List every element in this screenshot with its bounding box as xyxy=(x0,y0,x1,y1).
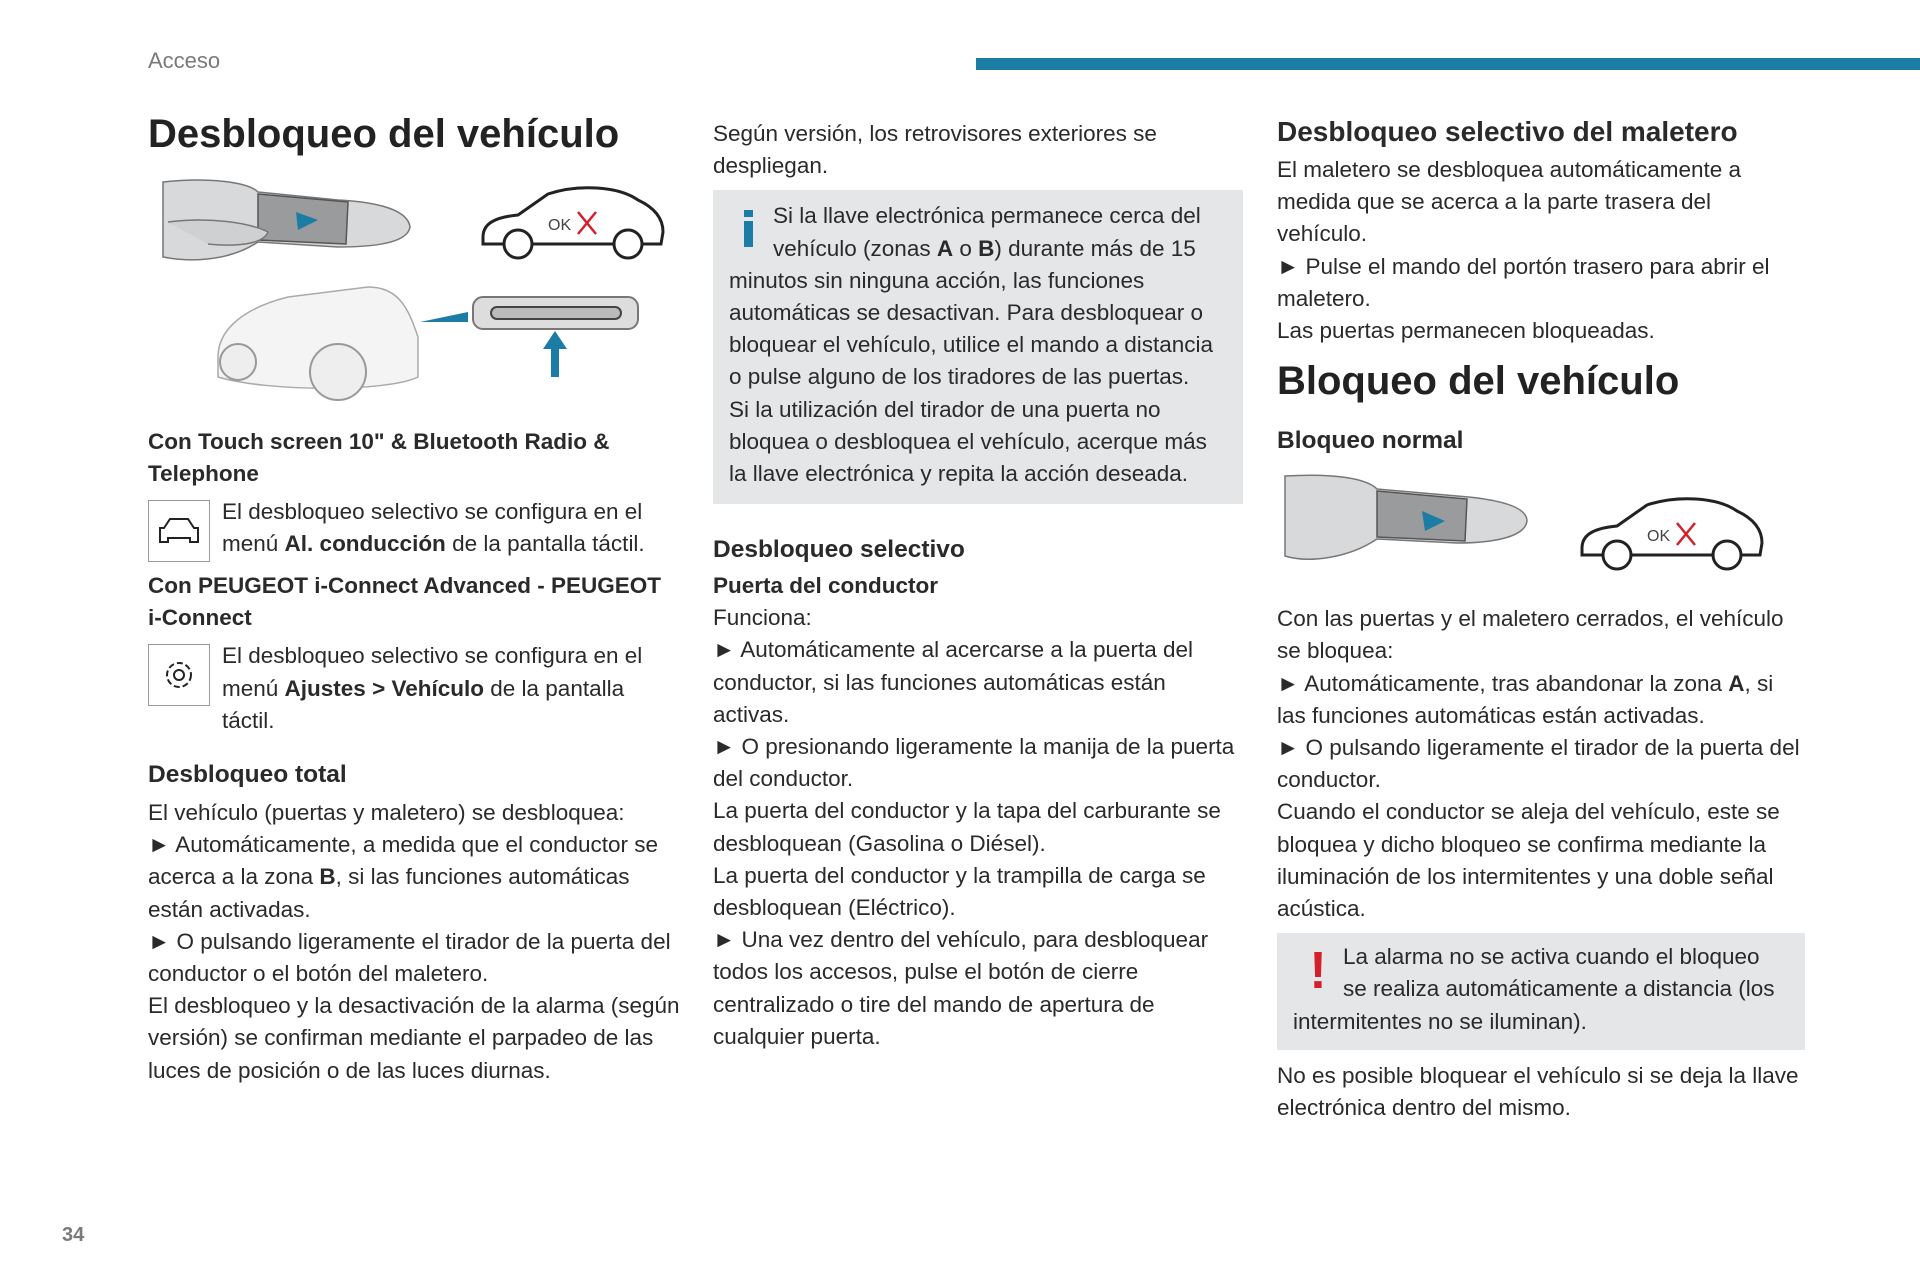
settings-gear-icon xyxy=(148,644,210,706)
trunk-bullet: ► Pulse el mando del portón trasero para abrir el maletero. xyxy=(1277,253,1770,311)
svg-text:OK: OK xyxy=(1647,528,1671,546)
column-2 xyxy=(713,0,1243,1053)
column-1 xyxy=(148,0,680,1087)
unlock-illustration xyxy=(148,172,668,412)
unlock-title: Desbloqueo del vehículo xyxy=(148,112,620,156)
selective-bullet-2: ► O presionando ligeramente la manija de la puerta del conductor. xyxy=(713,734,1235,792)
lock-bullet-1: ► Automáticamente, tras abandonar la zona A, si las funciones automáticas están activadas. xyxy=(1277,670,1774,728)
car-side-icon xyxy=(483,188,663,258)
info-text-2: Si la utilización del tirador de una puerta no bloquea o desbloquea el vehículo, acerque más la llave electrónica y repita la acción deseada. xyxy=(729,396,1207,487)
i-connect-heading: Con PEUGEOT i-Connect Advanced - PEUGEOT i-Connect xyxy=(148,573,661,631)
driver-door-heading: Puerta del conductor xyxy=(713,573,939,599)
selective-unlock-heading: Desbloqueo selectivo xyxy=(713,536,965,564)
touch-screen-heading: Con Touch screen 10" & Bluetooth Radio & Telephone xyxy=(148,429,610,486)
selective-bullet-3: ► Una vez dentro del vehículo, para desbloquear todos los accesos, pulse el botón de cierre centralizado o tire del mando de apertura de cualquier puerta. xyxy=(713,927,1209,1049)
trunk-unlock-heading: Desbloqueo selectivo del maletero xyxy=(1277,116,1738,147)
hand-key-icon xyxy=(1285,475,1527,559)
touch-screen-text: El desbloqueo selectivo se configura en el menú Al. conducción de la pantalla táctil. xyxy=(148,496,680,560)
info-text-1: Si la llave electrónica permanece cerca del vehículo (zonas A o B) durante más de 15 minutos sin ninguna acción, las funciones automáticas se desactivan. Para desbloquear o bloquear el vehículo, utilice el mando a distancia o pulse alguno de los tiradores de las puertas. xyxy=(729,203,1214,390)
normal-lock-heading: Bloqueo normal xyxy=(1277,427,1464,455)
works-label: Funciona: xyxy=(713,605,812,631)
lock-confirmation: Cuando el conductor se aleja del vehículo, este se bloquea y dicho bloqueo se confirma mediante la iluminación de los intermitentes y una doble señal acústica. xyxy=(1277,799,1780,922)
warning-text: La alarma no se activa cuando el bloqueo se realiza automáticamente a distancia (los intermitentes no se iluminan). xyxy=(1293,944,1775,1034)
doors-remain-locked: Las puertas permanecen bloqueadas. xyxy=(1277,318,1655,344)
warning-icon: ! xyxy=(1309,942,1327,1001)
total-unlock-bullet-2: ► O pulsando ligeramente el tirador de la puerta del conductor o el botón del maletero. xyxy=(148,928,671,987)
total-unlock-confirmation: El desbloqueo y la desactivación de la alarma (según versión) se confirman mediante el parpadeo de las luces de posición o de las luces diurnas. xyxy=(148,993,680,1083)
trunk-text: El maletero se desbloquea automáticamente a medida que se acerca a la parte trasera del vehículo. xyxy=(1277,157,1742,247)
key-inside-note: No es posible bloquear el vehículo si se deja la llave electrónica dentro del mismo. xyxy=(1277,1062,1799,1121)
i-connect-text: El desbloqueo selectivo se configura en el menú Ajustes > Vehículo de la pantalla táctil. xyxy=(148,640,680,737)
lock-title: Bloqueo del vehículo xyxy=(1277,359,1680,404)
page-number: 34 xyxy=(62,1224,85,1246)
total-unlock-heading: Desbloqueo total xyxy=(148,761,347,789)
total-unlock-bullet-1: ► Automáticamente, a medida que el conductor se acerca a la zona B, si las funciones automáticas están activadas. xyxy=(148,832,659,922)
column-3 xyxy=(1277,0,1807,1124)
mirrors-text: Según versión, los retrovisores exteriores se despliegan. xyxy=(713,121,1157,179)
section-label: Acceso xyxy=(148,48,221,73)
driving-aids-car-icon xyxy=(148,500,210,562)
lock-bullet-2: ► O pulsando ligeramente el tirador de la puerta del conductor. xyxy=(1277,735,1800,793)
charging-flap-text: La puerta del conductor y la trampilla de carga se desbloquean (Eléctrico). xyxy=(713,862,1206,921)
suv-rear-icon xyxy=(218,287,418,400)
tailgate-button-icon xyxy=(473,297,638,377)
svg-text:OK: OK xyxy=(548,217,572,234)
selective-bullet-1: ► Automáticamente al acercarse a la puerta del conductor, si las funciones automáticas están activas. xyxy=(713,637,1194,727)
lock-intro: Con las puertas y el maletero cerrados, el vehículo se bloquea: xyxy=(1277,606,1784,664)
hand-key-icon xyxy=(163,180,410,260)
info-box xyxy=(713,190,1243,504)
total-unlock-intro: El vehículo (puertas y maletero) se desbloquea: xyxy=(148,800,625,826)
lock-illustration xyxy=(1277,471,1777,591)
info-icon xyxy=(729,200,773,260)
car-side-icon xyxy=(1582,499,1762,569)
fuel-flap-text: La puerta del conductor y la tapa del carburante se desbloquean (Gasolina o Diésel). xyxy=(713,798,1221,856)
warning-box xyxy=(1277,933,1805,1050)
